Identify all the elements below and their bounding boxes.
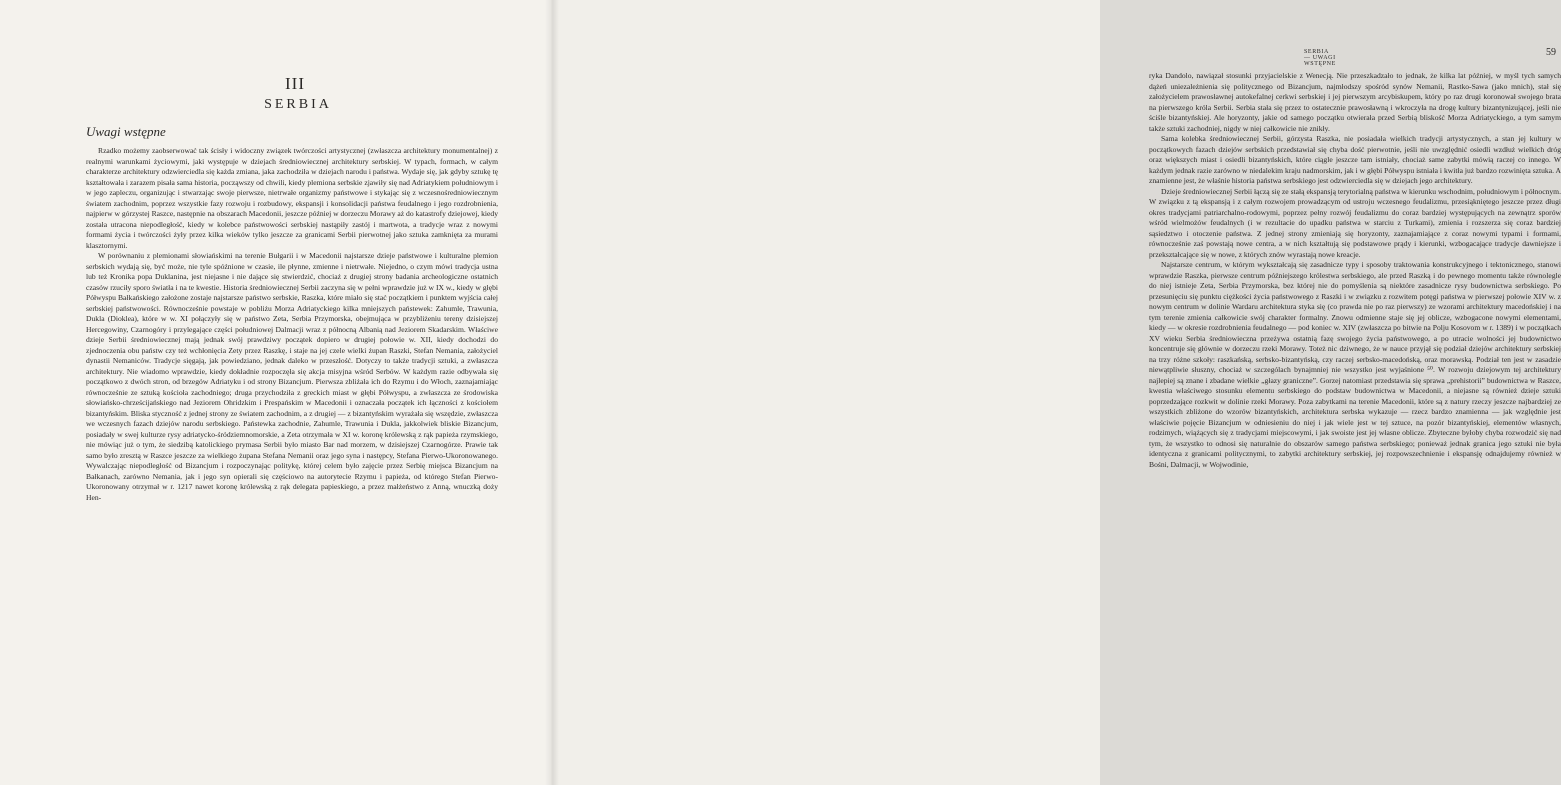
right-page-body [1149,71,1561,470]
left-page [0,0,551,785]
page-number: 59 [1546,47,1556,58]
left-paragraph-1: Rzadko możemy zaobserwować tak ścisły i widoczny związek twórczości artystycznej (zwłaszcza architektury monumentalnej) z realnymi warunkami życiowymi, jaki występuje w dziejach średniowiecznej architektury serbskiej. W typach, formach, w całym charakterze architektury odzwierciedla się każda zmiana, jaka zachodziła w dziejach narodu i państwa. Wydaje się, jak gdyby sztukę tę kształtowała i zarazem pisała sama historia, począwszy od chwili, kiedy plemiona serbskie zjawiły się nad Adriatykiem południowym i w jego zapleczu, organizując i stwarzając swoje pierwsze, nietrwałe organizmy państwowe i stykając się z wczesnośredniowiecznym światem zachodnim, poprzez wszystkie fazy rozwoju i rozbudowy, ekspansji i konsolidacji państwa feudalnego i jego rozdrobnienia, najpierw w górzystej Raszce, następnie na obszarach Macedonii, jeszcze później w dorzeczu Morawy aż do katastrofy dziejowej, kiedy została utracona niepodległość, kiedy w kolebce państwowości serbskiej nastąpiły zastój i martwota, a tradycje wraz z nowymi formami życia i twórczości żyły przez kilka wieków tylko jeszcze za granicami Serbii pierwotnej jako sztuka zamknięta za murami klasztornymi. [86,146,499,250]
right-page [551,0,1561,785]
left-paragraph-2: W porównaniu z plemionami słowiańskimi na terenie Bułgarii i w Macedonii najstarsze dzieje państwowe i kulturalne plemion serbskich wydają się, być może, nie tyle spóźnione w czasie, ile płynne, zmienne i nietrwałe. Niejedno, o czym mówi tradycja ustna lub też Kronika popa Duklanina, jest niejasne i nie dające się stwierdzić, chociaż z drugiej strony badania archeologiczne ostatnich czasów rzuciły sporo światła i na te kwestie. Historia średniowiecznej Serbii zaczyna się w pełni wprawdzie już w IX w., kiedy w głębi Półwyspu Bałkańskiego założone zostaje najstarsze państwo serbskie, Raszka, które miało się stać początkiem i punktem wyjścia całej serbskiej państwowości. Równocześnie powstaje w pobliżu Morza Adriatyckiego kilka mniejszych państewek: Zahumle, Trawunia, Dukla (Dioklea), które w w. XI połączyły się w państwo Zeta, Serbia Przymorska, obejmująca w przybliżeniu tereny dzisiejszej Hercegowiny, Czarnogóry i przylegające części południowej Dalmacji wraz z północną Albanią nad Jeziorem Skadarskim. Właściwe dzieje Serbii średniowiecznej mają jednak swój prawdziwy początek dopiero w drugiej połowie w. XII, kiedy dochodzi do zjednoczenia obu państw czy też wchłonięcia Zety przez Raszkę, i staje na jej czele wielki żupan Raszki, Stefan Nemania, założyciel dynastii Nemaniców. Tradycje sięgają, jak powiedziano, jednak daleko w przeszłość. Dotyczy to także tradycji sztuki, a zwłaszcza architektury. Nie wiadomo wprawdzie, kiedy dokładnie rozpoczęła się akcja misyjna wśród Serbów. W każdym razie odbywała się początkowo z dwóch stron, od brzegów Adriatyku i od strony Bizancjum. Pierwsza zbliżała ich do Rzymu i do Włoch, zaznajamiając równocześnie ze sztuką kościoła zachodniego; druga przychodziła z greckich miast w głębi Półwyspu, a zwłaszcza ze środowiska słowiańsko-chrześcijańskiego nad Jeziorem Ohridzkim i Prespańskim w Macedonii i oznaczała początek ich łączności z kościołem bizantyńskim. Bliska styczność z jednej strony ze światem zachodnim, a z drugiej — z bizantyńskim wyrażała się wszędzie, zwłaszcza we wczesnych fazach dziejów narodu serbskiego. Państewka zachodnie, Zahumle, Trawunia i Dukla, jakkolwiek bliskie Bizancjum, posiadały w swej kulturze rysy adriatycko-śródziemnomorskie, a Zeta otrzymała w XI w. koronę królewską z rąk papieża rzymskiego, nie mówiąc już o tym, że siedzibą katolickiego prymasa Serbii było miasto Bar nad morzem, w dzisiejszej Czarnogórze. Prawie tak samo było zresztą w Raszce jeszcze za wielkiego żupana Stefana Nemanii oraz jego syna i następcy, Stefana Pierwo-Ukoronowanego. Wywalczając niepodległość od Bizancjum i rozpoczynając politykę, której celem było zajęcie przez Serbię miejsca Bizancjum na Bałkanach, zarówno Nemania, jak i jego syn opierali się częściowo na autorytecie Rzymu i papieża, od którego Stefan Pierwo-Ukoronowany otrzymał w r. 1217 nawet koronę królewską z rąk delegata papieskiego, a przez małżeństwo z Anną, wnuczką doży Hen- [86,251,498,502]
running-head: SERBIA — UWAGI WSTĘPNE [1304,49,1336,67]
right-paragraph-3: Dzieje średniowiecznej Serbii łączą się ze stałą ekspansją terytorialną państwa w kierunku wschodnim, południowym i północnym. W związku z tą ekspansją i z całym rozwojem prowadzącym od ustroju wczesnego feudalizmu, przesiąkniętego jeszcze przez długi okres tradycjami patriarchalno-rodowymi, poprzez pełny rozwój feudalizmu do coraz bardziej występujących na zewnątrz sporów wśród wielmożów feudalnych (i w rezultacie do upadku państwa w starciu z Turkami), zmienia i rozszerza się coraz bardziej sąsiedztwo i otoczenie państwa. Z jednej strony zmieniają się horyzonty, zaznajamiające z coraz nowymi typami i formami, równocześnie zaś powstają nowe centra, a w nich kształtują się podstawowe prądy i kierunki, wzbogacające tradycje dawniejsze i przekształcające się w nowe, z których znów wyrastają nowe kreacje. [1149,186,1561,259]
chapter-number: III [285,74,305,93]
right-paragraph-1: ryka Dandolo, nawiązał stosunki przyjacielskie z Wenecją. Nie przeszkadzało to jednak, że kilka lat później, w myśl tych samych dążeń uniezależnienia się politycznego od Bizancjum, najmłodszy spośród synów Nemanii, Rastko-Sawa (jako mnich), stał się założycielem prawosławnej autokefalnej cerkwi serbskiej i jej pierwszym arcybiskupem, który po raz drugi koronował swojego brata na pierwszego króla Serbii. Serbia stała się przez to ostatecznie prawosławną i wkroczyła na drogę kultury bizantynizującej, jeśli nie ściśle bizantyńskiej. Ale horyzonty, jakie od samego początku otwierała przed Serbią bliskość Morza Adriatyckiego, a tym samym także sztuki zachodniej, nigdy w niej całkowicie nie znikły. [1149,71,1561,133]
chapter-title: SERBIA [264,97,332,112]
left-page-body [86,146,498,503]
section-subtitle: Uwagi wstępne [86,124,166,139]
right-paragraph-4: Najstarsze centrum, w którym wykształcają się zasadnicze typy i sposoby traktowania konstrukcyjnego i tektonicznego, stanowi wprawdzie Raszka, pierwsze centrum późniejszego królestwa serbskiego, ale przed Raszką i do pewnego momentu także równolegle do niej istnieje Zeta, Serbia Przymorska, bez której nie do pomyślenia są niektóre zasadnicze rysy budownictwa serbskiego. Po przesunięciu się punktu ciężkości życia państwowego z Raszki i w związku z rozwitem potęgi państwa w pierwszej połowie XIV w. z nowym centrum w dolinie Wardaru architektura styka się (co prawda nie po raz pierwszy) ze wzorami architektury macedońskiej i na tym terenie zmienia całkowicie swój charakter formalny. Znowu odmienne staje się jej oblicze, wzbogacone nowymi elementami, kiedy — w okresie rozdrobnienia feudalnego — pod koniec w. XIV (zwłaszcza po bitwie na Polju Kosovom w r. 1389) i w początkach XV wieku Serbia średniowieczna przeżywa ostatnią fazę swojego życia państwowego, a po utracie wolności jej budownictwo koncentruje się głównie w dorzeczu rzeki Morawy. Toteż nic dziwnego, że w nauce przyjął się podział dziejów architektury serbskiej na trzy różne szkoły: raszkańską, serbsko-bizantyńską, czy raczej serbsko-macedońską, oraz morawską. Podział ten jest w zasadzie niewątpliwie słuszny, chociaż w szczególach bynajmniej nie wszystko jest wyjaśnione ⁵⁰. W rozwoju dziejowym tej architektury najlepiej są znane i zbadane wielkie „głazy graniczne”. Gorzej natomiast przedstawia się sprawa „prehistorii” budownictwa w Raszce, kwestia właściwego stosunku elementu serbskiego do podstaw budownictwa w Macedonii, a niejasne są również dzieje sztuki poprzedzające rozkwit w dolinie rzeki Morawy. Poza zabytkami na terenie Macedonii, które są z natury rzeczy jeszcze najbardziej ze wszystkich zbliżone do wzorów bizantyńskich, architektura serbska wykazuje — rzecz bardzo znamienna — jak względnie jest właściwie pojęcie Bizancjum w odniesieniu do niej i jak wiele jest w tej sztuce, na pozór bizantyńskiej, elementów własnych, rodzimych, wiążących się z tradycjami miejscowymi, i jak swoiste jest jej własne oblicze. Zbyteczne byłoby chyba rozwodzić się nad tym, że wszystko to odnosi się naturalnie do obszarów samego państwa serbskiego; ponieważ jednak granica jego sztuki nie była identyczna z granicami politycznymi, to zabytki architektury serbskiej, jej rozpowszechnienie i ekspansję odnajdujemy również w Bośni, Dalmacji, w Wojwodinie, [1149,260,1561,469]
book-gutter [545,0,559,785]
right-paragraph-2: Sama kolebka średniowiecznej Serbii, górzysta Raszka, nie posiadała wielkich tradycji artystycznych, a stan jej kultury w początkowych fazach dziejów serbskich przedstawiał się chyba dość pierwotnie, jeśli nie uwzględnić osiedli wzdłuż wielkich dróg oraz większych miast i osiedli bizantyńskich, które ciągle jeszcze tam istniały, chociaż same zabytki mówią raczej co innego. W każdym jednak razie zarówno w niedalekim kraju nadmorskim, jak i w głębi Półwyspu istniała i kwitła już bardzo rozwinięta sztuka. A znamienne jest, że właśnie historia państwa serbskiego jest odzwierciedla się w dziejach jego architektury. [1149,134,1561,185]
